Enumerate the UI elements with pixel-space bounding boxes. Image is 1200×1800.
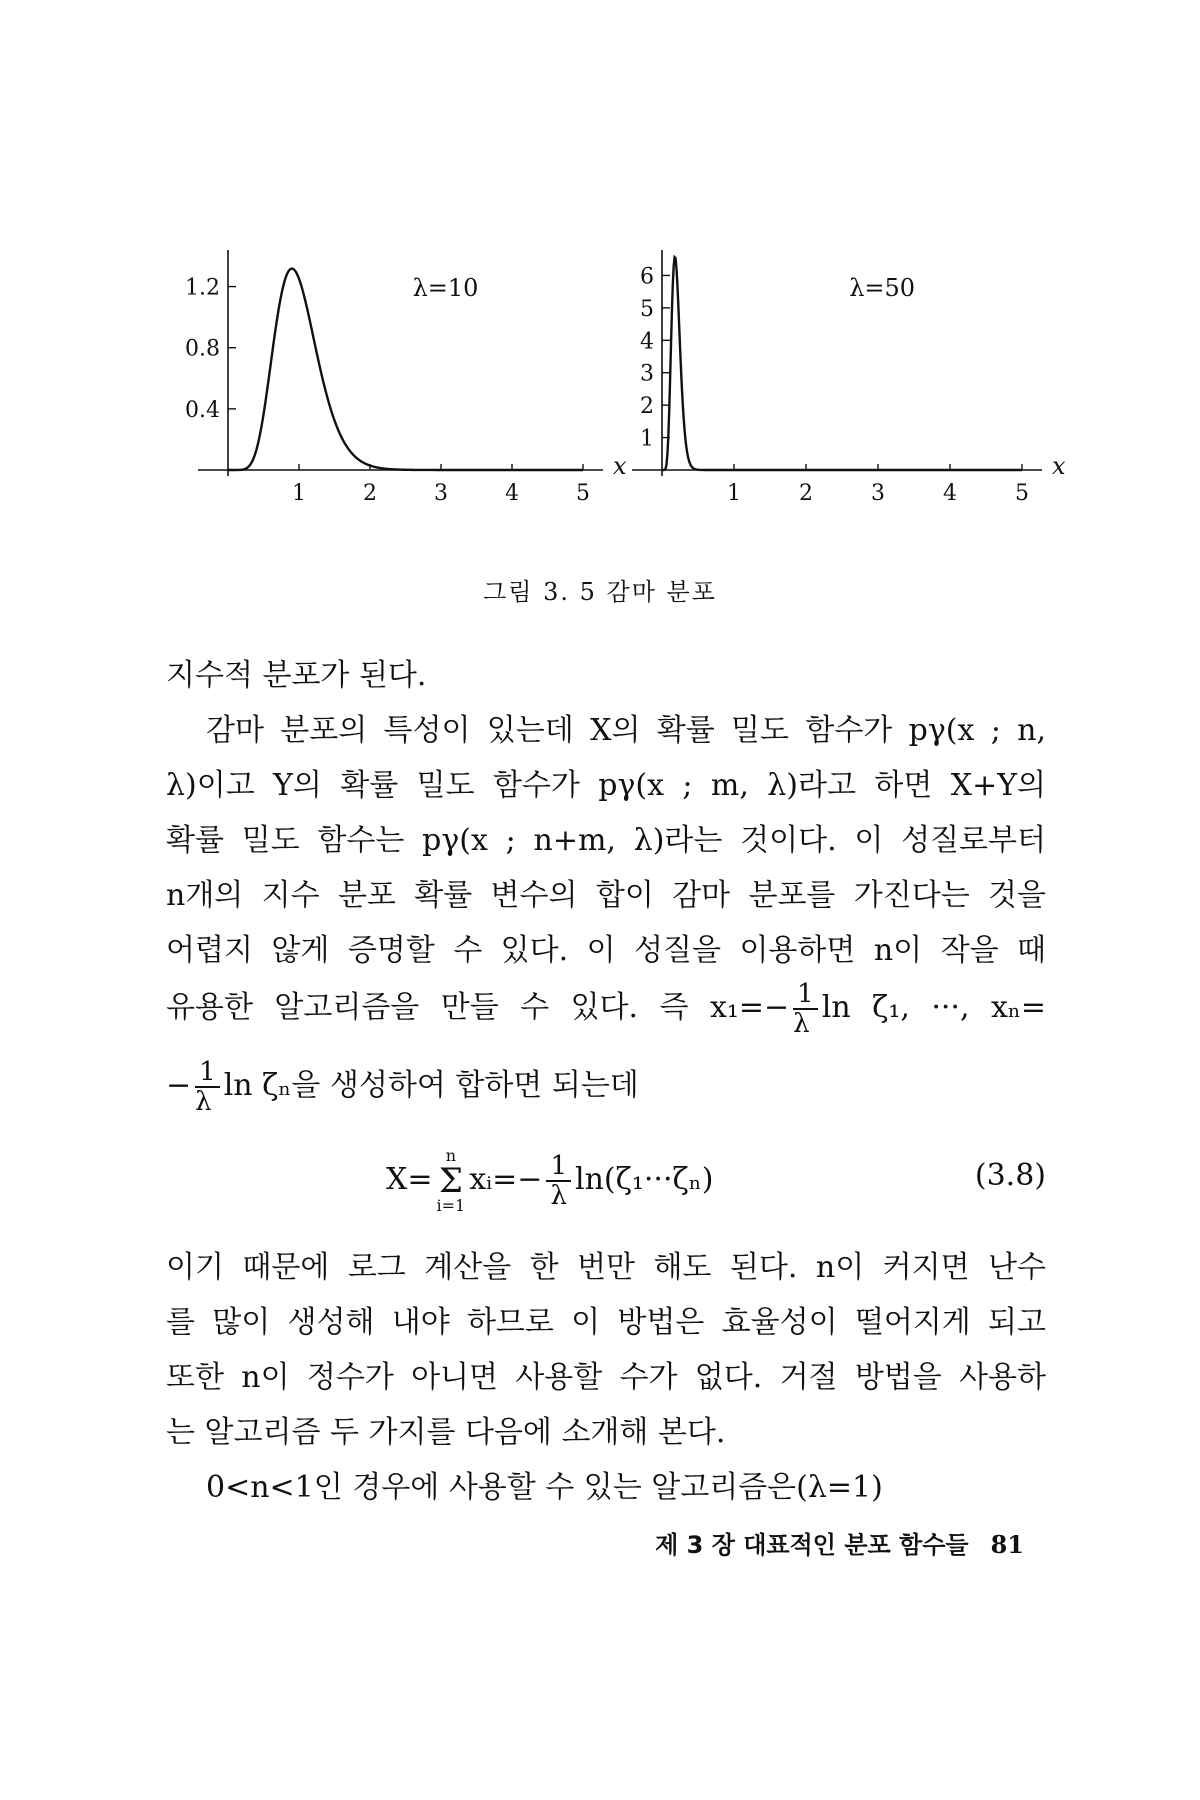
fraction-numerator: 1 (195, 1058, 220, 1088)
text-segment: ln ζ₁, ···, xₙ= (821, 990, 1046, 1025)
fraction-denominator: λ (793, 1009, 810, 1039)
density-curve (662, 257, 1022, 470)
x-axis-label: x (1052, 452, 1066, 480)
gamma-figure (0, 230, 1200, 510)
density-curve (228, 269, 583, 470)
text-line: 0<n<1인 경우에 사용할 수 있는 알고리즘은(λ=1) (206, 1470, 883, 1505)
y-tick-label: 4 (640, 329, 654, 355)
y-tick-label: 3 (640, 361, 654, 387)
fraction-numerator: 1 (793, 980, 818, 1010)
y-tick-label: 5 (640, 296, 654, 322)
x-tick-label: 1 (292, 481, 306, 506)
x-tick-label: 1 (727, 481, 741, 506)
x-tick-label: 2 (363, 481, 377, 506)
text-line: 이기 때문에 로그 계산을 한 번만 해도 된다. n이 커지면 난수 (166, 1250, 1046, 1285)
page-footer (655, 1525, 1024, 1560)
text-segment: − (166, 1068, 192, 1103)
lambda-annotation: λ=10 (412, 274, 479, 302)
equation-body (386, 1148, 713, 1214)
text-segment: 유용한 알고리즘을 만들 수 있다. 즉 x₁=− (166, 990, 790, 1025)
page-number: 81 (990, 1530, 1024, 1559)
text-segment: ln ζₙ을 생성하여 합하면 되는데 (223, 1068, 639, 1103)
fraction-denominator: λ (195, 1087, 212, 1117)
x-tick-label: 5 (1015, 481, 1029, 506)
fraction (195, 1058, 220, 1116)
fraction-denominator: λ (550, 1181, 567, 1211)
equation-term: xᵢ=− (469, 1162, 543, 1197)
chapter-title: 제 3 장 대표적인 분포 함수들 (655, 1531, 969, 1559)
x-tick-label: 2 (799, 481, 813, 506)
y-tick-label: 2 (640, 394, 654, 420)
sum-sign: Σ (438, 1161, 463, 1201)
text-line-with-fraction (166, 1058, 1046, 1116)
lambda-annotation: λ=50 (849, 274, 916, 302)
text-line: 감마 분포의 특성이 있는데 X의 확률 밀도 함수가 pγ(x ; n, (206, 713, 1046, 748)
text-line-with-fraction (166, 980, 1046, 1038)
sum-upper-limit: n (445, 1146, 456, 1165)
y-tick-label: 0.4 (185, 397, 220, 423)
gamma-plot-lambda-10 (0, 230, 1200, 510)
figure-caption: 그림 3. 5 감마 분포 (483, 578, 717, 606)
fraction-numerator: 1 (546, 1152, 571, 1182)
text-line: 어렵지 않게 증명할 수 있다. 이 성질을 이용하면 n이 작을 때 (166, 933, 1046, 968)
summation (437, 1148, 466, 1214)
y-tick-label: 1 (640, 426, 654, 452)
x-tick-label: 3 (871, 481, 885, 506)
equation-lhs: X= (386, 1162, 433, 1197)
text-line: 또한 n이 정수가 아니면 사용할 수가 없다. 거절 방법을 사용하 (166, 1360, 1046, 1395)
x-tick-label: 3 (434, 481, 448, 506)
text-line: 지수적 분포가 된다. (166, 658, 427, 693)
sum-lower-limit: i=1 (436, 1196, 466, 1215)
x-tick-label: 4 (943, 481, 957, 506)
fraction (793, 980, 818, 1038)
text-line: 는 알고리즘 두 가지를 다음에 소개해 본다. (166, 1415, 726, 1450)
fraction (546, 1152, 571, 1210)
equation-rhs: ln(ζ₁···ζₙ) (574, 1162, 714, 1197)
y-tick-label: 6 (640, 264, 654, 290)
text-line: 확률 밀도 함수는 pγ(x ; n+m, λ)라는 것이다. 이 성질로부터 (166, 823, 1046, 858)
text-line: 를 많이 생성해 내야 하므로 이 방법은 효율성이 떨어지게 되고 (166, 1305, 1046, 1340)
text-line: n개의 지수 분포 확률 변수의 합이 감마 분포를 가진다는 것을 (166, 878, 1046, 913)
equation-3-8 (166, 1136, 1046, 1226)
y-tick-label: 1.2 (185, 275, 220, 301)
equation-number: (3.8) (974, 1158, 1046, 1193)
y-tick-label: 0.8 (185, 336, 220, 362)
x-tick-label: 5 (576, 481, 590, 506)
x-tick-label: 4 (505, 481, 519, 506)
text-line: λ)이고 Y의 확률 밀도 함수가 pγ(x ; m, λ)라고 하면 X+Y의 (166, 768, 1046, 803)
x-axis-label: x (613, 452, 627, 480)
